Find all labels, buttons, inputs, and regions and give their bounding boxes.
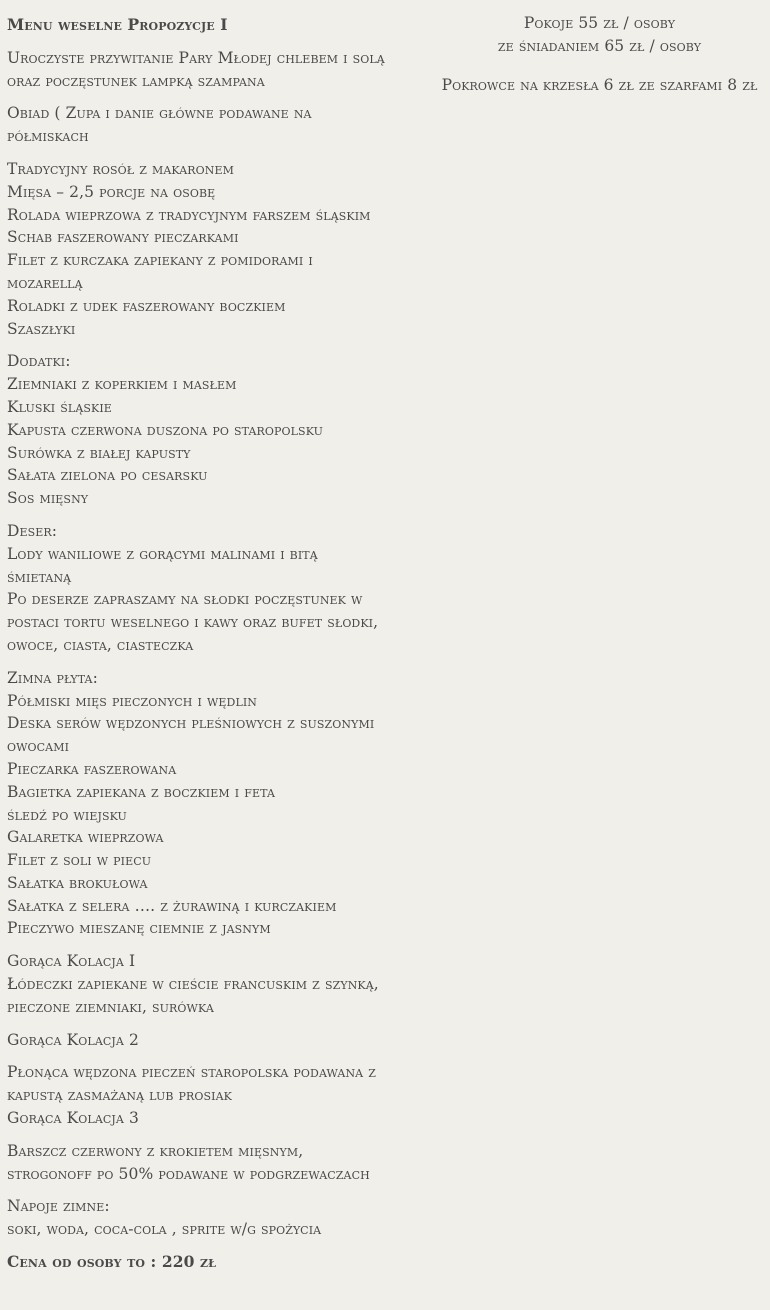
menu-line: Sałatka z selera …. z żurawiną i kurczakiem: [7, 896, 337, 915]
menu-section: [7, 950, 387, 1018]
menu-line: Rolada wieprzowa z tradycyjnym farszem śląskim: [7, 205, 371, 224]
menu-line: Napoje zimne:: [7, 1197, 110, 1216]
menu-line: Uroczyste przywitanie Pary Młodej chlebem i solą: [7, 48, 385, 67]
menu-line: strogonoff po 50% podawane w podgrzewaczach: [7, 1164, 370, 1183]
rooms-info: [437, 12, 762, 58]
menu-line: Zimna płyta:: [7, 668, 98, 687]
menu-section: [7, 1140, 387, 1186]
menu-line: Obiad ( Zupa i danie główne podawane na: [7, 104, 312, 123]
menu-line: Tradycyjny rosół z makaronem: [7, 159, 235, 178]
menu-line: Pieczarka faszerowana: [7, 759, 177, 778]
menu-section: [7, 102, 387, 148]
menu-line: Sos mięsny: [7, 489, 89, 508]
menu-line: Po deserze zapraszamy na słodki poczęstunek w: [7, 590, 363, 609]
menu-line: Półmiski mięs pieczonych i wędlin: [7, 691, 258, 710]
rooms-breakfast-price: ze śniadaniem 65 zł / osoby: [497, 36, 702, 55]
menu-section: [7, 350, 387, 510]
menu-sections: [7, 47, 387, 1241]
menu-line: Roladki z udek faszerowany boczkiem: [7, 296, 286, 315]
price-per-person: Cena od osoby to : 220 zł: [7, 1252, 217, 1272]
menu-line: Łódeczki zapiekane w cieście francuskim z szynką,: [7, 975, 379, 994]
menu-line: postaci tortu weselnego i kawy oraz bufet słodki,: [7, 613, 379, 632]
menu-line: Schab faszerowany pieczarkami: [7, 228, 239, 247]
menu-line: soki, woda, coca-cola , sprite w/g spożycia: [7, 1220, 322, 1239]
menu-section: [7, 1061, 387, 1129]
menu-line: owoce, ciasta, ciasteczka: [7, 635, 194, 654]
menu-line: Gorąca Kolacja I: [7, 952, 136, 971]
menu-line: Kluski śląskie: [7, 397, 112, 416]
menu-line: Gorąca Kolacja 3: [7, 1109, 139, 1128]
menu-line: Deser:: [7, 521, 58, 540]
menu-line: Szaszłyki: [7, 319, 76, 338]
menu-line: śledź po wiejsku: [7, 805, 127, 824]
menu-line: śmietaną: [7, 567, 72, 586]
menu-line: Kapusta czerwona duszona po staropolsku: [7, 420, 323, 439]
side-info: [437, 12, 762, 106]
menu-line: owocami: [7, 737, 70, 756]
menu-line: oraz poczęstunek lampką szampana: [7, 71, 265, 90]
menu-line: Deska serów wędzonych pleśniowych z suszonymi: [7, 714, 375, 733]
menu-section: [7, 520, 387, 657]
menu-section: [7, 1029, 387, 1052]
menu-section: [7, 1195, 387, 1241]
menu-line: Lody waniliowe z gorącymi malinami i bitą: [7, 544, 318, 563]
menu-line: Sałatka brokułowa: [7, 873, 148, 892]
menu-line: pieczone ziemniaki, surówka: [7, 997, 214, 1016]
menu-line: Ziemniaki z koperkiem i masłem: [7, 375, 237, 394]
menu-line: Bagietka zapiekana z boczkiem i feta: [7, 782, 275, 801]
chair-covers-info: Pokrowce na krzesła 6 zł ze szarfami 8 zł: [441, 75, 758, 94]
menu-line: Filet z soli w piecu: [7, 851, 152, 870]
menu-line: Płonąca wędzona pieczeń staropolska podawana z: [7, 1063, 376, 1082]
menu-line: Surówka z białej kapusty: [7, 443, 191, 462]
menu-line: Sałata zielona po cesarsku: [7, 466, 208, 485]
menu-line: półmiskach: [7, 127, 89, 146]
menu-line: Gorąca Kolacja 2: [7, 1030, 139, 1049]
menu-line: Mięsa – 2,5 porcje na osobę: [7, 182, 216, 201]
menu-line: Filet z kurczaka zapiekany z pomidorami i: [7, 251, 313, 270]
menu-column: [7, 14, 387, 1284]
menu-line: Barszcz czerwony z krokietem mięsnym,: [7, 1141, 304, 1160]
menu-section: [7, 667, 387, 941]
menu-line: Galaretka wieprzowa: [7, 828, 164, 847]
menu-line: kapustą zasmażaną lub prosiak: [7, 1086, 232, 1105]
menu-line: mozarellą: [7, 273, 83, 292]
rooms-price: Pokoje 55 zł / osoby: [523, 14, 676, 32]
menu-title: Menu weselne Propozycje I: [7, 15, 228, 34]
menu-line: Pieczywo mieszanę ciemnie z jasnym: [7, 919, 271, 938]
menu-section: [7, 158, 387, 340]
menu-line: Dodatki:: [7, 352, 71, 371]
menu-section: [7, 47, 387, 93]
